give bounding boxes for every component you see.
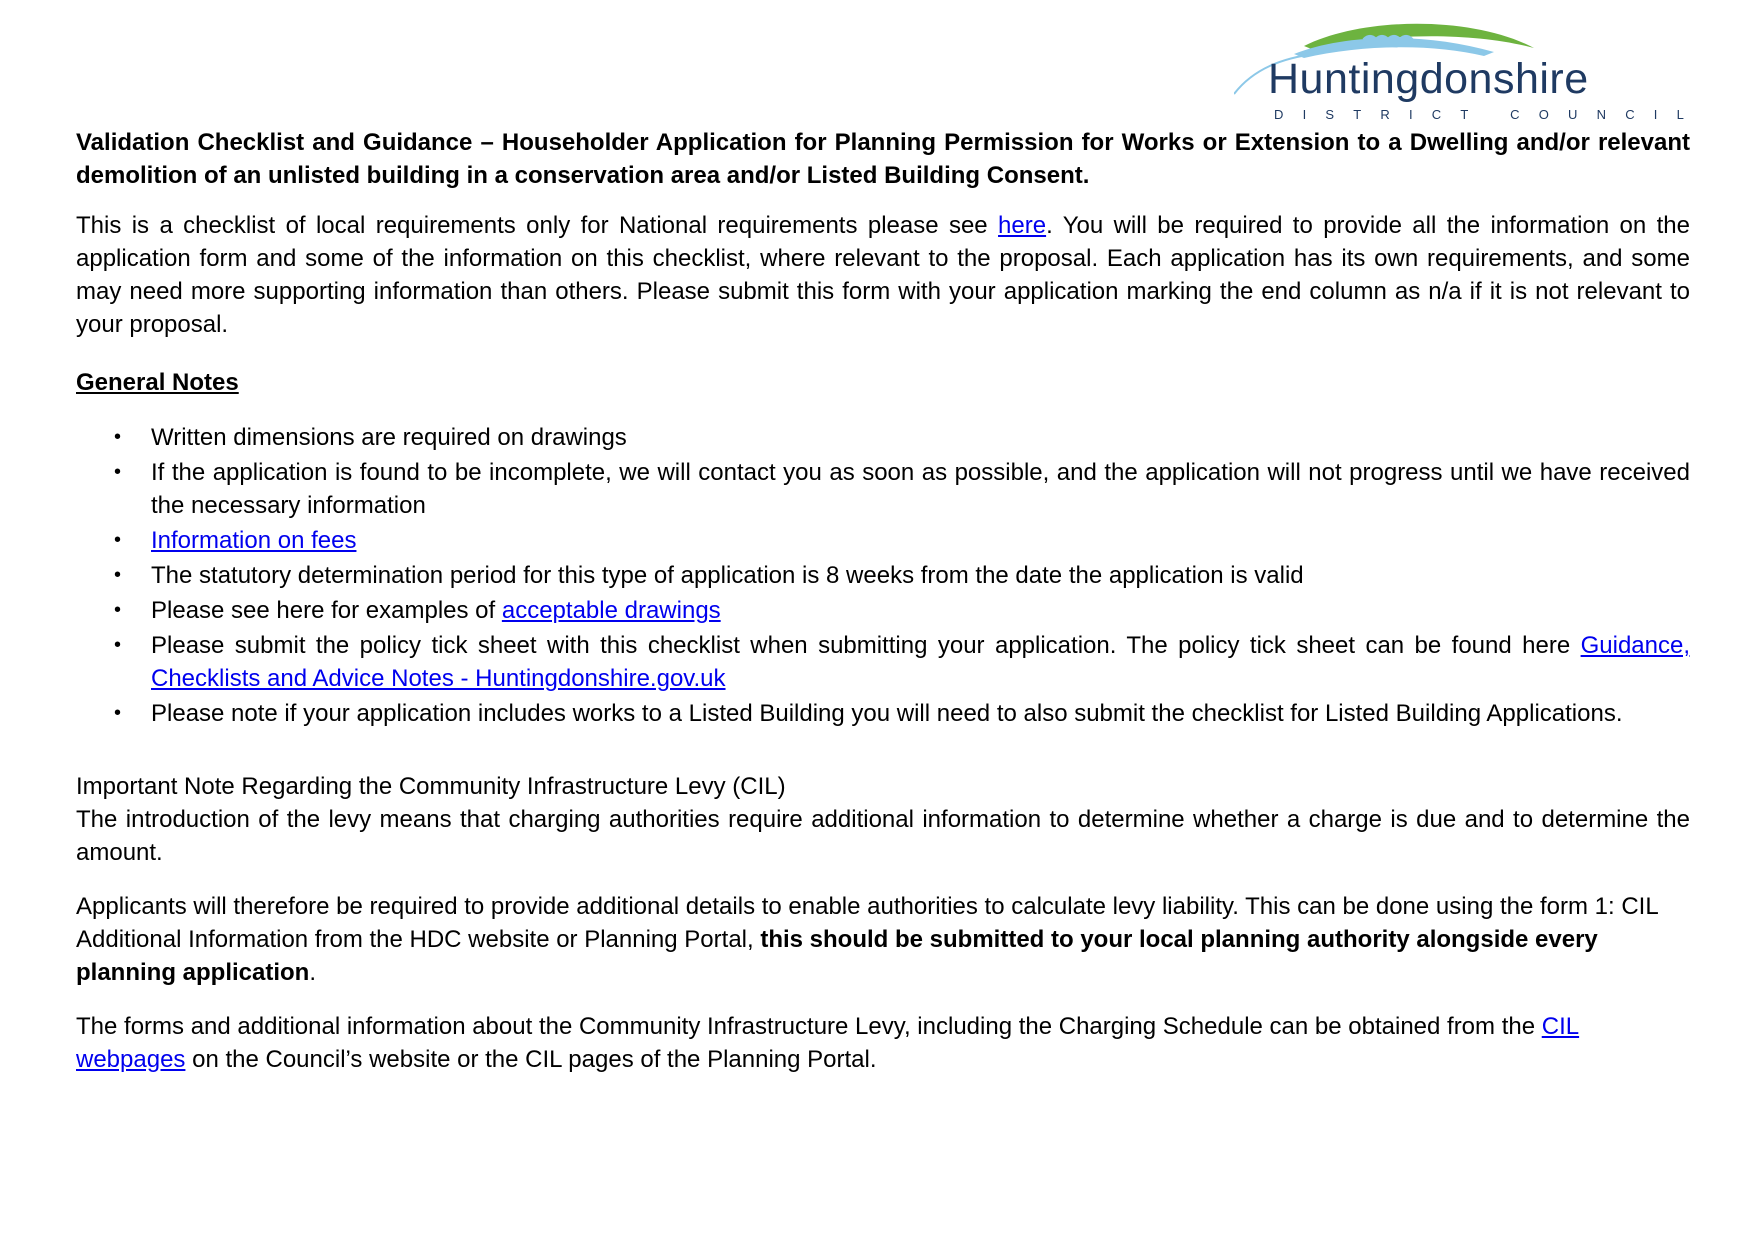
- cil-forms-end: on the Council’s website or the CIL pages of the Planning Portal.: [185, 1046, 877, 1073]
- bullet-icon: •: [114, 529, 122, 551]
- guidance-checklists-link[interactable]: Guidance, Checklists and Advice Notes - Huntingdonshire.gov.uk: [151, 632, 1690, 692]
- cil-webpages-link[interactable]: CIL webpages: [76, 1013, 1580, 1073]
- council-logo: [1234, 18, 1704, 126]
- list-item: [76, 697, 1690, 730]
- cil-applicants-bold: this should be submitted to your local planning authority alongside every planning application: [76, 926, 1598, 986]
- fees-information-link[interactable]: Information on fees: [151, 527, 357, 554]
- note-text: Please see here for examples of: [151, 597, 502, 624]
- cil-heading: Important Note Regarding the Community Infrastructure Levy (CIL): [76, 773, 786, 800]
- bullet-icon: •: [114, 702, 122, 724]
- list-item: [76, 524, 1690, 557]
- general-notes-list: [76, 421, 1690, 732]
- cil-forms-paragraph: [76, 1010, 1690, 1076]
- intro-paragraph: [76, 209, 1690, 341]
- cil-applicants-end: .: [309, 959, 317, 986]
- document-title: Validation Checklist and Guidance – Householder Application for Planning Permission for Works or Extension to a Dwelling and/or relevant demolition of an unlisted building in a conservation area and/or Listed Building Consent.: [76, 129, 1690, 189]
- national-requirements-link[interactable]: here: [998, 212, 1047, 239]
- note-text: Written dimensions are required on drawings: [151, 424, 627, 451]
- cil-applicants-paragraph: [76, 890, 1690, 989]
- cil-forms-text: The forms and additional information about the Community Infrastructure Levy, including the Charging Schedule can be obtained from the: [76, 1013, 1542, 1040]
- cil-intro-paragraph: The introduction of the levy means that charging authorities require additional information to determine whether a charge is due and to determine the amount.: [76, 806, 1690, 866]
- list-item: [76, 421, 1690, 454]
- general-notes-heading: General Notes: [76, 369, 239, 396]
- intro-text: This is a checklist of local requirements only for National requirements please see: [76, 212, 999, 239]
- cil-applicants-text: Applicants will therefore be required to provide additional details to enable authorities to calculate levy liability. This can be done using the form 1: CIL Additional Information from the HDC website or Planning Portal,: [76, 893, 1658, 953]
- note-text: If the application is found to be incomplete, we will contact you as soon as possible, and the application will not progress until we have received the necessary information: [151, 459, 1690, 519]
- list-item: [76, 456, 1690, 522]
- list-item: [76, 594, 1690, 627]
- logo-name: Huntingdonshire: [1268, 55, 1589, 103]
- list-item: [76, 629, 1690, 695]
- bullet-icon: •: [114, 461, 122, 483]
- note-text: Please note if your application includes works to a Listed Building you will need to also submit the checklist for Listed Building Applications.: [151, 700, 1623, 727]
- logo-subtitle: DISTRICT COUNCIL: [1274, 107, 1704, 122]
- bullet-icon: •: [114, 599, 122, 621]
- list-item: [76, 559, 1690, 592]
- note-text: The statutory determination period for this type of application is 8 weeks from the date the application is valid: [151, 562, 1304, 589]
- bullet-icon: •: [114, 564, 122, 586]
- bullet-icon: •: [114, 634, 122, 656]
- note-text: Please submit the policy tick sheet with this checklist when submitting your application. The policy tick sheet can be found here: [151, 632, 1581, 659]
- intro-text-rest: . You will be required to provide all the information on the application form and some of the information on this checklist, where relevant to the proposal. Each application has its own requirements, and some may need more supporting information than others. Please submit this form with your application marking the end column as n/a if it is not relevant to your proposal.: [76, 212, 1690, 338]
- document-page: [76, 0, 1704, 1241]
- acceptable-drawings-link[interactable]: acceptable drawings: [501, 597, 721, 624]
- bullet-icon: •: [114, 426, 122, 448]
